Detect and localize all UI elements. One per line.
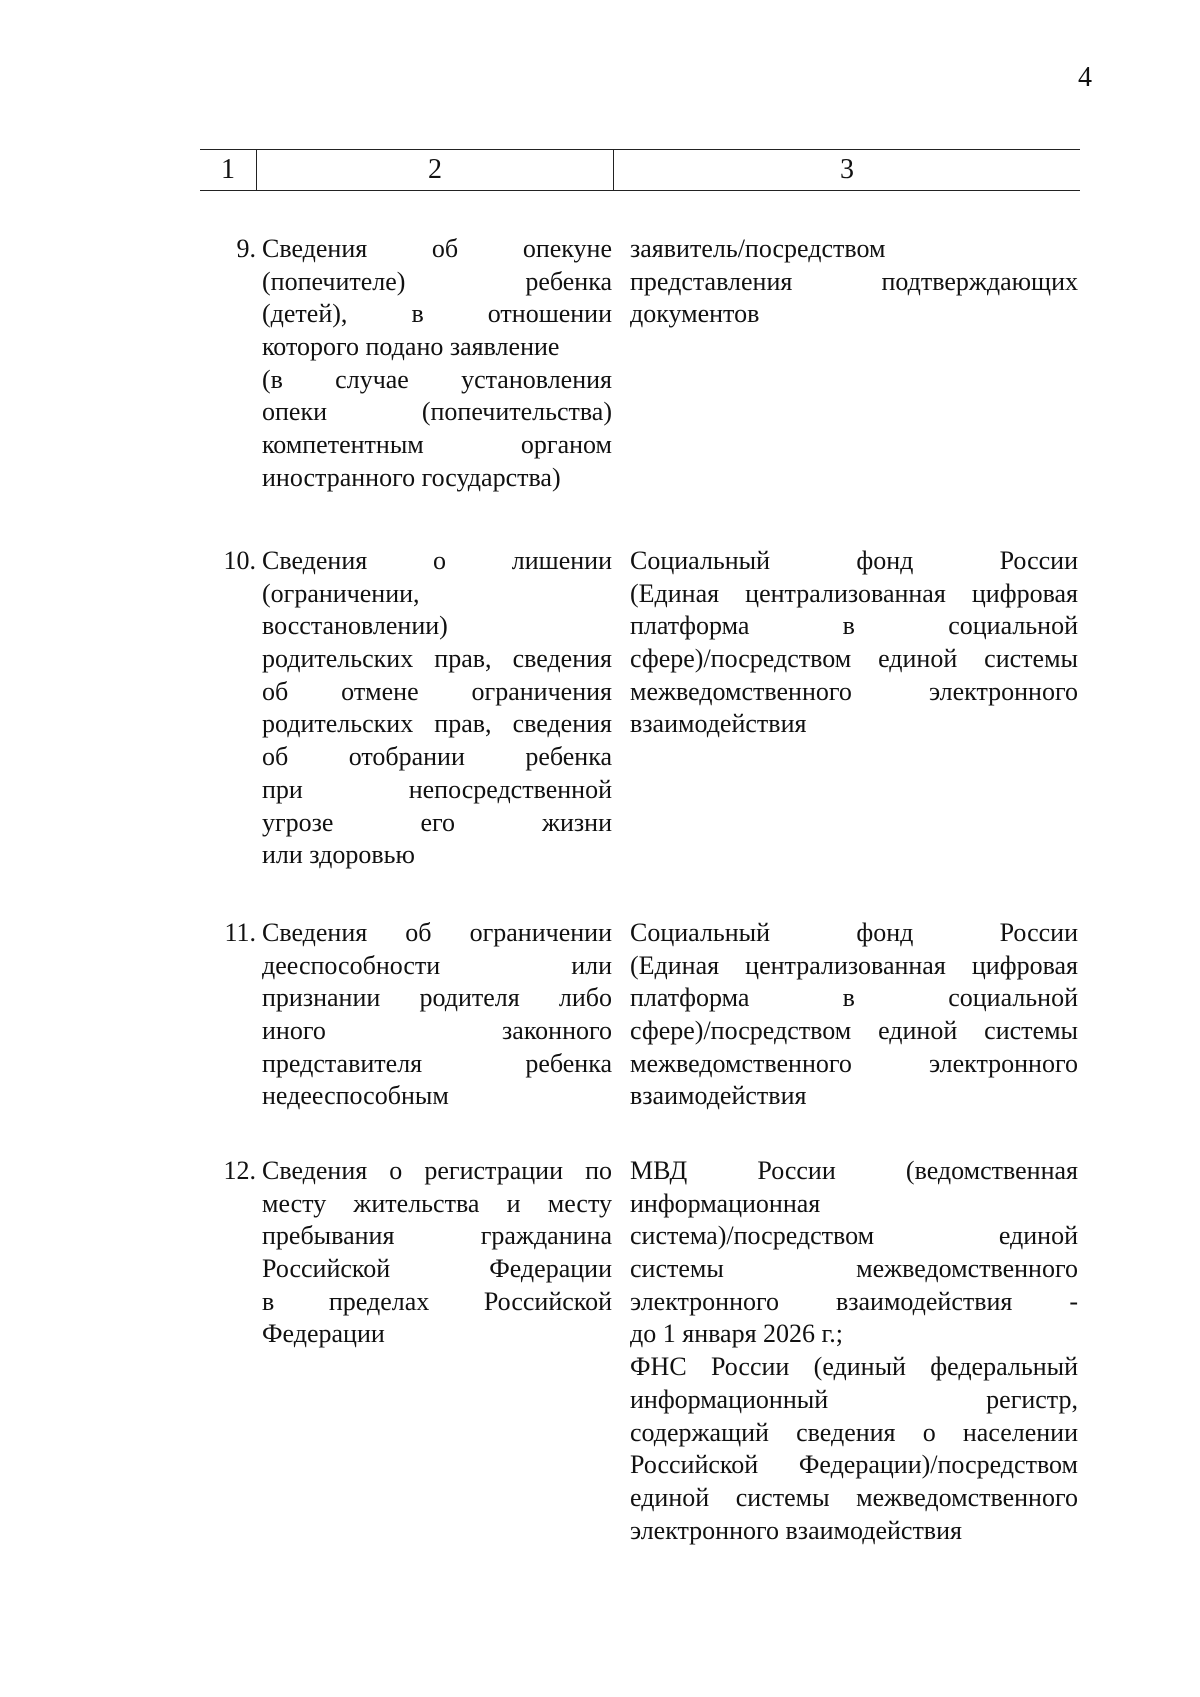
text-line: платформа в социальной (630, 983, 1078, 1013)
text-line: Сведения о регистрации по (262, 1156, 612, 1185)
row-number: 11. (224, 918, 256, 947)
text-line: электронного взаимодействия - (630, 1286, 1078, 1316)
text-line: Российской Федерации)/посредством (630, 1450, 1078, 1480)
text-line: содержащий сведения о населении (630, 1417, 1078, 1447)
text-line: межведомственного электронного (630, 1048, 1078, 1078)
text-line: Федерации (262, 1319, 385, 1349)
row-description (262, 233, 612, 495)
text-line: (в случае установления (262, 364, 612, 394)
header-col-1: 1 (200, 150, 257, 190)
text-line: до 1 января 2026 г.; (630, 1319, 843, 1349)
row-source (630, 917, 1078, 1113)
text-line: пребывания гражданина (262, 1221, 612, 1251)
header-col-2: 2 (257, 150, 614, 190)
text-line: платформа в социальной (630, 611, 1078, 641)
text-line: Социальный фонд России (630, 546, 1078, 575)
text-line: информационная (630, 1188, 821, 1218)
text-line: системы межведомственного (630, 1254, 1078, 1284)
text-line: заявитель/посредством (630, 234, 886, 263)
row-number: 12. (223, 1156, 256, 1185)
text-line: Сведения об опекуне (262, 234, 612, 263)
text-line: взаимодействия (630, 709, 807, 739)
text-line: взаимодействия (630, 1081, 807, 1111)
text-line: информационный регистр, (630, 1384, 1078, 1414)
text-line: опеки (попечительства) (262, 397, 612, 427)
page-number: 4 (1078, 62, 1092, 93)
text-line: Сведения об ограничении (262, 918, 612, 947)
text-line: родительских прав, сведения (262, 644, 612, 674)
text-line: иного законного (262, 1016, 612, 1046)
text-line: восстановлении) (262, 611, 448, 641)
text-line: (ограничении, (262, 578, 420, 608)
text-line: (детей), в отношении (262, 299, 612, 329)
row-source (630, 1155, 1078, 1547)
table-header (200, 149, 1080, 191)
text-line: признании родителя либо (262, 983, 612, 1013)
text-line: компетентным органом (262, 430, 612, 460)
text-line: в пределах Российской (262, 1286, 612, 1316)
text-line: угрозе его жизни (262, 807, 612, 837)
row-number: 10. (223, 546, 256, 575)
row-description (262, 1155, 612, 1351)
text-line: Сведения о лишении (262, 546, 612, 575)
text-line: (попечителе) ребенка (262, 266, 612, 296)
text-line: межведомственного электронного (630, 676, 1078, 706)
text-line: которого подано заявление (262, 332, 560, 362)
row-source (630, 545, 1078, 741)
text-line: (Единая централизованная цифровая (630, 578, 1078, 608)
text-line: месту жительства и месту (262, 1188, 612, 1218)
text-line: представления подтверждающих (630, 266, 1078, 296)
text-line: ФНС России (единый федеральный (630, 1352, 1078, 1382)
text-line: об отобрании ребенка (262, 742, 612, 772)
text-line: недееспособным (262, 1081, 449, 1111)
row-description (262, 917, 612, 1113)
text-line: при непосредственной (262, 774, 612, 804)
text-line: (Единая централизованная цифровая (630, 950, 1078, 980)
row-source (630, 233, 1078, 331)
header-col-3: 3 (840, 154, 854, 185)
text-line: дееспособности или (262, 950, 612, 980)
text-line: об отмене ограничения (262, 676, 612, 706)
text-line: родительских прав, сведения (262, 709, 612, 739)
text-line: или здоровью (262, 840, 415, 870)
text-line: представителя ребенка (262, 1048, 612, 1078)
row-number: 9. (236, 234, 256, 263)
text-line: система)/посредством единой (630, 1221, 1078, 1251)
text-line: сфере)/посредством единой системы (630, 1016, 1078, 1046)
text-line: Российской Федерации (262, 1254, 612, 1284)
text-line: единой системы межведомственного (630, 1482, 1078, 1512)
text-line: сфере)/посредством единой системы (630, 644, 1078, 674)
text-line: Социальный фонд России (630, 918, 1078, 947)
text-line: документов (630, 299, 760, 329)
text-line: электронного взаимодействия (630, 1515, 962, 1545)
text-line: МВД России (ведомственная (630, 1156, 1078, 1185)
text-line: иностранного государства) (262, 462, 561, 492)
row-description (262, 545, 612, 872)
